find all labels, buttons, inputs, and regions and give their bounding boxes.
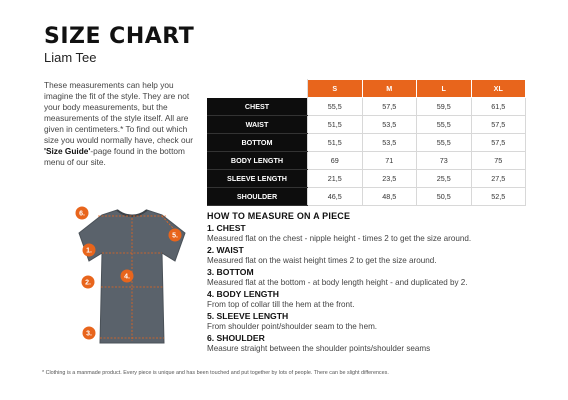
table-cell: 53,5 [362, 116, 417, 134]
table-cell: 27,5 [471, 170, 526, 188]
tshirt-diagram [62, 203, 202, 348]
marker-chest: 1. [86, 247, 92, 255]
intro-text-before: These measurements can help you imagine the fit of the style. They are not your body measurements, but the measurements of the style itself. All are given in centimeters.* To find out which size you would normally have, check our [44, 80, 193, 145]
table-cell: 55,5 [308, 98, 363, 116]
table-cell: 52,5 [471, 188, 526, 206]
row-label: SLEEVE LENGTH [207, 170, 308, 188]
table-cell: 55,5 [417, 116, 472, 134]
size-header-row [207, 80, 526, 98]
table-row [207, 170, 526, 188]
table-cell: 55,5 [417, 134, 472, 152]
table-cell: 59,5 [417, 98, 472, 116]
marker-bottom: 3. [86, 330, 92, 338]
size-guide-link[interactable]: 'Size Guide' [44, 146, 91, 156]
intro-text [44, 80, 194, 168]
measure-title-waist: 2. WAIST [207, 245, 244, 255]
table-cell: 23,5 [362, 170, 417, 188]
table-cell: 21,5 [308, 170, 363, 188]
row-label: CHEST [207, 98, 308, 116]
table-cell: 53,5 [362, 134, 417, 152]
table-cell: 69 [308, 152, 363, 170]
row-label: WAIST [207, 116, 308, 134]
intro-text-after: -page found in the bottom menu of our site. [44, 146, 185, 167]
size-header: M [362, 80, 417, 98]
table-corner [207, 80, 308, 98]
size-header: L [417, 80, 472, 98]
table-cell: 46,5 [308, 188, 363, 206]
measure-title-sleeve-length: 5. SLEEVE LENGTH [207, 311, 289, 321]
table-cell: 50,5 [417, 188, 472, 206]
table-cell: 51,5 [308, 116, 363, 134]
product-name: Liam Tee [44, 50, 97, 65]
marker-body-length: 4. [124, 273, 130, 281]
table-row [207, 134, 526, 152]
table-cell: 61,5 [471, 98, 526, 116]
table-cell: 48,5 [362, 188, 417, 206]
marker-shoulder: 6. [79, 210, 85, 218]
table-cell: 71 [362, 152, 417, 170]
measure-desc-body-length: From top of collar till the hem at the front. [207, 299, 355, 309]
table-row [207, 116, 526, 134]
row-label: BOTTOM [207, 134, 308, 152]
measure-title-body-length: 4. BODY LENGTH [207, 289, 279, 299]
row-label: BODY LENGTH [207, 152, 308, 170]
size-header: XL [471, 80, 526, 98]
footnote: * Clothing is a manmade product. Every piece is unique and has been touched and put together by lots of people. There can be slight differences. [42, 370, 389, 376]
table-cell: 57,5 [362, 98, 417, 116]
measure-desc-chest: Measured flat on the chest - nipple height - times 2 to get the size around. [207, 233, 472, 243]
table-cell: 75 [471, 152, 526, 170]
size-table [207, 79, 526, 206]
table-cell: 57,5 [471, 134, 526, 152]
measure-desc-bottom: Measured flat at the bottom - at body length height - and duplicated by 2. [207, 277, 468, 287]
measure-desc-sleeve-length: From shoulder point/shoulder seam to the hem. [207, 321, 378, 331]
table-row [207, 98, 526, 116]
table-cell: 57,5 [471, 116, 526, 134]
table-cell: 25,5 [417, 170, 472, 188]
table-cell: 51,5 [308, 134, 363, 152]
measure-desc-waist: Measured flat on the waist height times 2 to get the size around. [207, 255, 437, 265]
row-label: SHOULDER [207, 188, 308, 206]
table-row [207, 152, 526, 170]
table-row [207, 188, 526, 206]
how-to-heading: HOW TO MEASURE ON A PIECE [207, 211, 351, 221]
measure-title-chest: 1. CHEST [207, 223, 246, 233]
measure-desc-shoulder: Measure straight between the shoulder points/shoulder seams [207, 343, 431, 353]
measure-title-shoulder: 6. SHOULDER [207, 333, 265, 343]
marker-waist: 2. [85, 279, 91, 287]
marker-sleeve-length: 5. [172, 232, 178, 240]
page-title: SIZE CHART [44, 24, 195, 49]
measure-title-bottom: 3. BOTTOM [207, 267, 254, 277]
how-to-measure [207, 211, 537, 355]
table-cell: 73 [417, 152, 472, 170]
size-header: S [308, 80, 363, 98]
